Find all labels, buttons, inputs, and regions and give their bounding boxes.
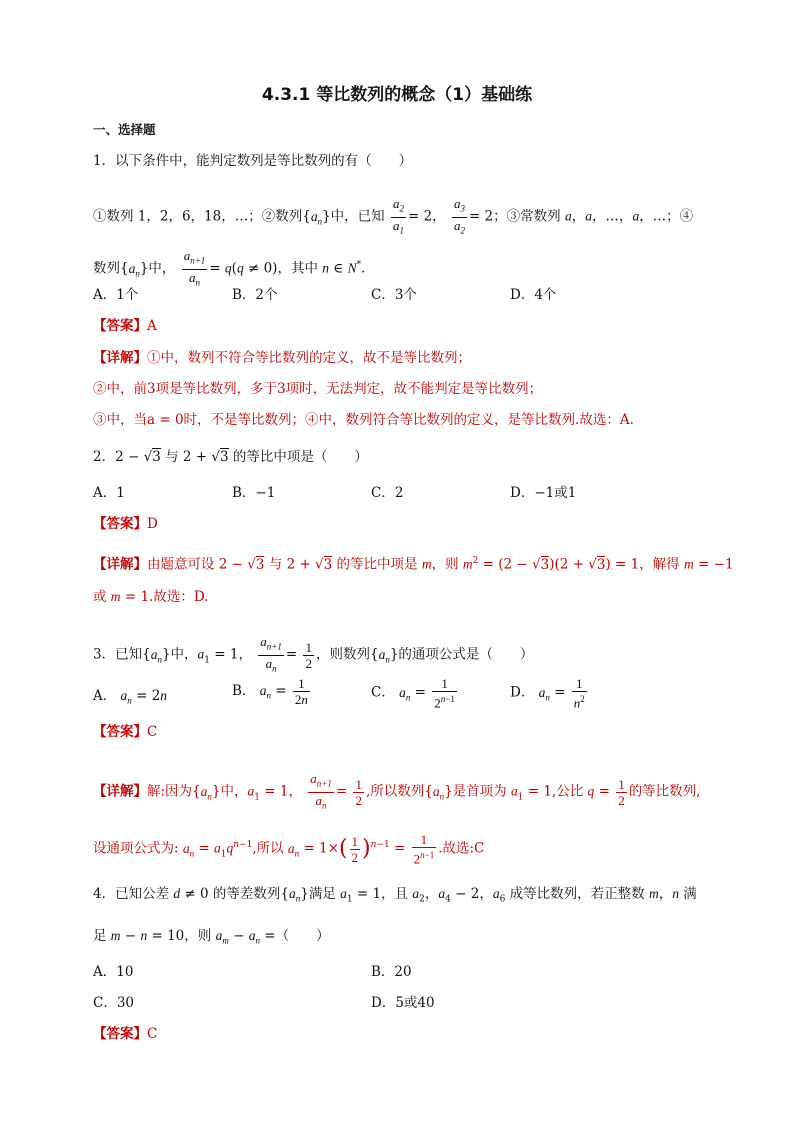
q1-stem: 1．以下条件中，能判定数列是等比数列的有（ ）: [93, 153, 413, 169]
q2-option-b: B．−1: [232, 485, 276, 501]
q2-option-a: A．1: [93, 485, 125, 501]
q3-option-d: D． $a_n$ = $\frac{1}{n^2}$: [510, 676, 585, 711]
q1-option-b: B．2个: [232, 287, 278, 303]
q1-answer: 【答案】A: [93, 318, 157, 334]
q1-frac-a3-a2: $\frac{a_3}{a_2}$: [453, 196, 465, 236]
q2-detail-1: 【详解】由题意可设 2 − √3 与 2 + √3 的等比中项是 m，则 $m^2 = (2 - √3)(2 + √3) = 1$，解得 m = −1: [93, 556, 734, 573]
q1-option-d: D．4个: [510, 287, 557, 303]
q4-option-a: A．10: [93, 964, 134, 980]
q1-frac-a2-a1: $\frac{a_2}{a_1}$: [392, 196, 404, 236]
q1-frac-ratio: $\frac{a_{n+1}}{a_n}$: [183, 248, 206, 288]
q2-detail-2: 或 m = 1.故选：D.: [93, 589, 209, 605]
q1-detail-1: 【详解】①中，数列不符合等比数列的定义，故不是等比数列；: [93, 350, 471, 366]
section-heading: 一、选择题: [93, 122, 156, 137]
q2-stem: 2．2 − √3 与 2 + √3 的等比中项是（ ）: [93, 449, 368, 465]
q3-option-a: A． $a_n = 2n$: [93, 688, 168, 706]
q3-answer: 【答案】C: [93, 724, 158, 740]
q1-detail-3: ③中，当a = 0时，不是等比数列；④中，数列符合等比数列的定义，是等比数列.故选：A.: [93, 412, 634, 428]
q3-detail-2: 设通项公式为: $a_n = a_1q^{n-1}$,所以 $a_n = 1\times$( $\frac{1}{2}$ )$^{n-1}$ = $\frac{1}{2^{n-1}}$ .故选:C: [93, 832, 485, 867]
q3-frac-half: $\frac{1}{2}$: [305, 639, 312, 671]
page-title: 4.3.1 等比数列的概念（1）基础练: [261, 85, 533, 105]
q3-option-c: C． $a_n$ = $\frac{1}{2^{n-1}}$: [371, 676, 455, 711]
q1-option-c: C．3个: [371, 287, 417, 303]
q4-stem-2: 足 m − n = 10，则 $a_m - a_n$ =（ ）: [93, 928, 330, 946]
q4-option-b: B．20: [371, 964, 412, 980]
q1-line2: ①数列 1，2，6，18，…；②数列$\{a_n\}$中，已知 $\frac{a_2}{a_1}$ = 2， $\frac{a_3}{a_2}$ = 2；③常数列 a，a，…，a，…；④: [93, 196, 693, 238]
q2-answer: 【答案】D: [93, 516, 158, 532]
q4-answer: 【答案】C: [93, 1026, 158, 1042]
q3-option-b: B． $a_n$ = $\frac{1}{2n}$: [232, 676, 308, 707]
q2-option-d: D．−1或1: [510, 485, 577, 501]
q1-option-a: A．1个: [93, 287, 139, 303]
q2-option-c: C．2: [371, 485, 404, 501]
q4-stem: 4．已知公差 d ≠ 0 的等差数列$\{a_n\}$满足 $a_1 = 1$，且 $a_2$，$a_4 - 2$，$a_6$ 成等比数列，若正整数 m，n 满: [93, 886, 697, 905]
q1-detail-2: ②中，前3项是等比数列，多于3项时，无法判定，故不能判定是等比数列；: [93, 381, 543, 397]
q3-detail-1: 【详解】解:因为$\{a_n\}$中，$a_1 = 1$， $\frac{a_{n+1}}{a_n}$ = $\frac{1}{2}$ ,所以数列$\{a_n\}$是首项为 $a_1 = 1$,公比 q = $\frac{1}{2}$ 的等比数列,: [93, 771, 701, 811]
q4-option-c: C．30: [93, 995, 135, 1011]
q4-option-d: D．5或40: [371, 995, 435, 1011]
q3-frac-ratio: $\frac{a_{n+1}}{a_n}$: [260, 634, 282, 674]
q1-line3: 数列$\{a_n\}$中， $\frac{a_{n+1}}{a_n}$ = q(q ≠ 0)，其中 n ∈ N*．: [93, 248, 375, 290]
q3-stem: 3．已知$\{a_n\}$中，$a_1 = 1$， $\frac{a_{n+1}}{a_n}$ = $\frac{1}{2}$ ，则数列$\{a_n\}$的通项公式是（ ）: [93, 634, 533, 676]
